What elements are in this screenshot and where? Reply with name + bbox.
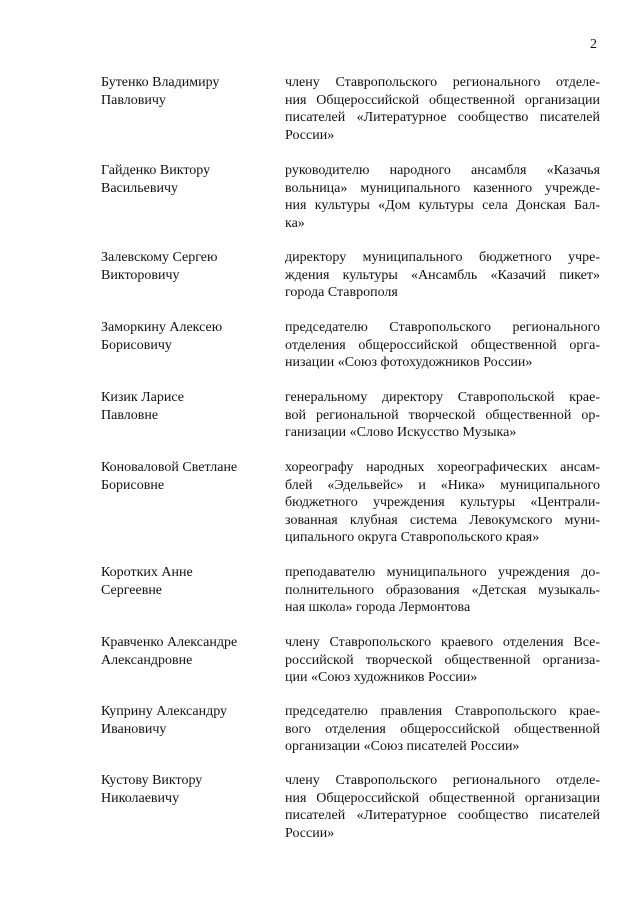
awardee-name (101, 249, 271, 284)
position-line: вого отделения общероссийской общественной (285, 721, 600, 737)
position-line: ния Общероссийской общественной организации (285, 790, 600, 806)
name-line: Гайденко Виктору (101, 163, 211, 178)
page-number: 2 (590, 37, 597, 52)
name-line: Ивановичу (101, 721, 167, 737)
position-line: российской творческой общественной организа- (285, 652, 600, 668)
name-line: Васильевичу (101, 180, 178, 196)
awardee-position (285, 319, 600, 372)
position-line: члену Ставропольского регионального отделе- (285, 75, 600, 90)
position-line: председателю правления Ставропольского крае- (285, 704, 600, 719)
name-line: Куприну Александру (101, 704, 228, 719)
position-line: ния культуры «Дом культуры села Донская Бал- (285, 198, 600, 213)
name-line: Коротких Анне (101, 565, 193, 580)
position-line: писателей «Литературное сообщество писателей (285, 808, 600, 823)
position-line: города Ставрополя (285, 285, 398, 300)
position-line: России» (285, 825, 335, 841)
name-line: Павловне (101, 407, 159, 423)
awardee-name (101, 564, 271, 599)
name-line: Заморкину Алексею (101, 320, 223, 335)
awardee-name (101, 703, 271, 738)
position-line: организации «Союз писателей России» (285, 739, 520, 754)
position-line: низации «Союз фотохудожников России» (285, 355, 533, 370)
awardee-position (285, 389, 600, 442)
position-line: зованная клубная система Левокумского муни- (285, 512, 600, 528)
name-line: Кравченко Александре (101, 635, 238, 650)
position-line: вольница» муниципального казенного учрежде- (285, 180, 600, 196)
position-line: члену Ставропольского краевого отделения Все- (285, 635, 600, 650)
position-line: бюджетного учреждения культуры «Централи- (285, 495, 600, 510)
position-line: хореографу народных хореографических ансам- (285, 460, 600, 475)
awardee-name (101, 634, 271, 669)
awardee-name (101, 74, 271, 109)
awardee-position (285, 772, 600, 842)
name-line: Коноваловой Светлане (101, 460, 238, 475)
position-line: директору муниципального бюджетного учре- (285, 250, 600, 265)
position-line: ганизации «Слово Искусство Музыка» (285, 425, 517, 440)
name-line: Бутенко Владимиру (101, 75, 220, 90)
position-line: писателей «Литературное сообщество писателей (285, 110, 600, 125)
awardee-position (285, 564, 600, 617)
position-line: ции «Союз художников России» (285, 670, 478, 685)
position-line: ка» (285, 215, 305, 231)
awardee-position (285, 162, 600, 232)
name-line: Кизик Ларисе (101, 390, 184, 405)
position-line: вой региональной творческой общественной ор- (285, 407, 600, 423)
position-line: России» (285, 127, 335, 143)
position-line: ждения культуры «Ансамбль «Казачий пикет» (285, 267, 600, 283)
awardee-name (101, 772, 271, 807)
awardee-position (285, 74, 600, 144)
awardee-name (101, 319, 271, 354)
position-line: преподавателю муниципального учреждения до- (285, 565, 600, 580)
position-line: отделения общероссийской общественной орга- (285, 337, 600, 353)
position-line: ная школа» города Лермонтова (285, 600, 471, 615)
awardee-position (285, 634, 600, 687)
name-line: Борисовне (101, 477, 165, 493)
position-line: генеральному директору Ставропольской крае- (285, 390, 600, 405)
name-line: Сергеевне (101, 582, 163, 598)
name-line: Викторовичу (101, 267, 180, 283)
name-line: Кустову Виктору (101, 773, 203, 788)
name-line: Борисовичу (101, 337, 172, 353)
awardee-position (285, 703, 600, 756)
awardee-name (101, 459, 271, 494)
position-line: ципального округа Ставропольского края» (285, 530, 540, 545)
name-line: Александровне (101, 652, 193, 668)
position-line: полнительного образования «Детская музыкаль- (285, 582, 600, 598)
position-line: руководителю народного ансамбля «Казачья (285, 163, 600, 178)
position-line: блей «Эдельвейс» и «Ника» муниципального (285, 477, 600, 493)
awardee-position (285, 249, 600, 302)
name-line: Залевскому Сергею (101, 250, 218, 265)
position-line: ния Общероссийской общественной организации (285, 92, 600, 108)
awardee-name (101, 389, 271, 424)
position-line: председателю Ставропольского регионального (285, 320, 600, 335)
name-line: Павловичу (101, 92, 166, 108)
name-line: Николаевичу (101, 790, 180, 806)
awardee-position (285, 459, 600, 547)
awardee-name (101, 162, 271, 197)
position-line: члену Ставропольского регионального отделе- (285, 773, 600, 788)
